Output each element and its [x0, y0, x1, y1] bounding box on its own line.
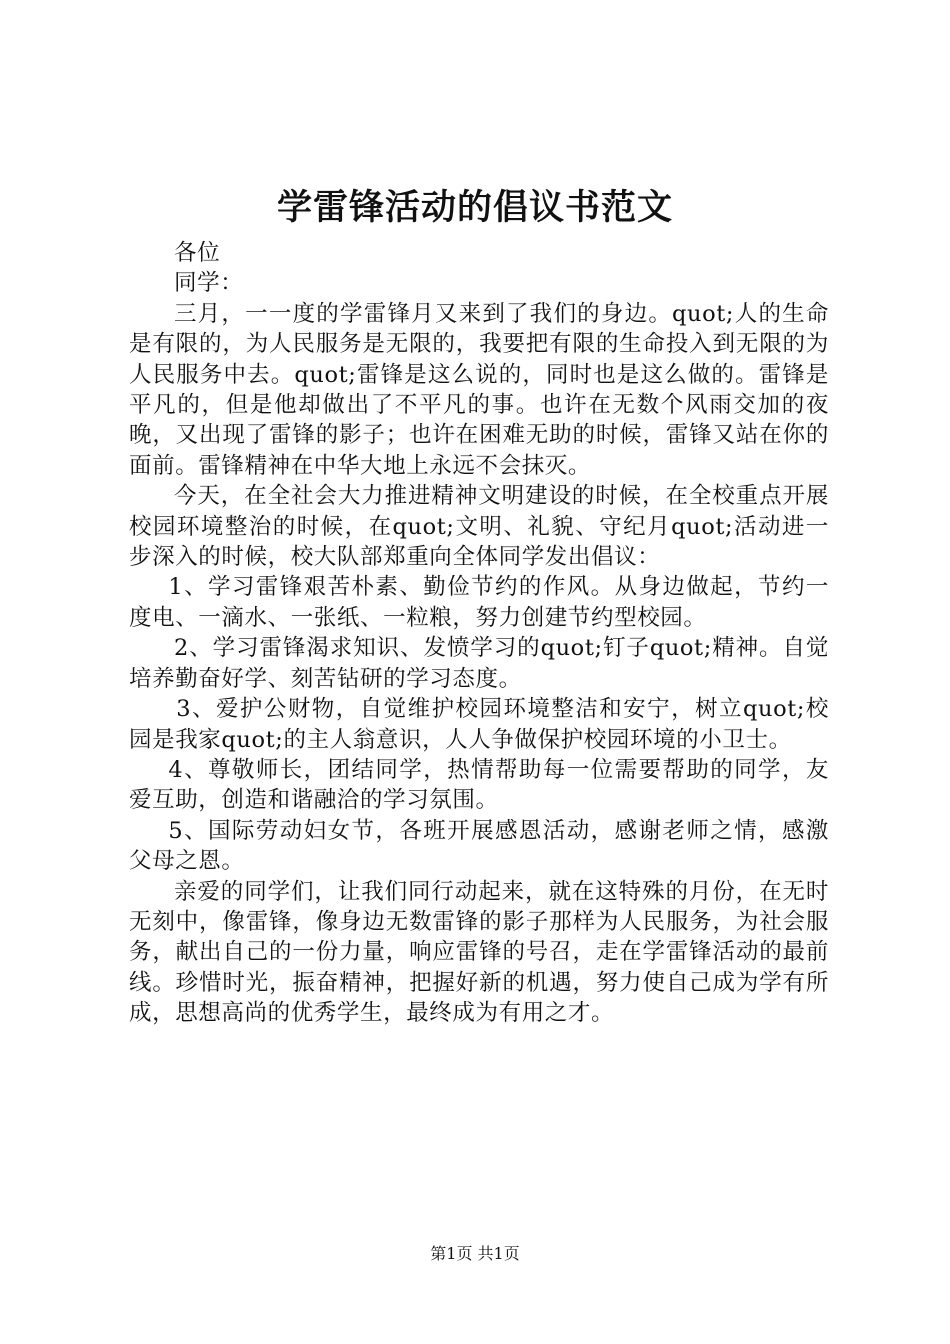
page-number-footer: 第1页 共1页 — [430, 1244, 520, 1263]
proposal-item-5: 5、国际劳动妇女节，各班开展感恩活动，感谢老师之情，感激父母之恩。 — [129, 817, 829, 875]
paragraph-context: 今天，在全社会大力推进精神文明建设的时候，在全校重点开展校园环境整治的时候，在quot;文明、礼貌、守纪月quot;活动进一步深入的时候，校大队部郑重向全体同学发出倡议： — [129, 483, 829, 571]
proposal-item-1: 1、学习雷锋艰苦朴素、勤俭节约的作风。从身边做起，节约一度电、一滴水、一张纸、一粒粮，努力创建节约型校园。 — [129, 574, 829, 631]
proposal-item-3: 3、爱护公财物，自觉维护校园环境整洁和安宁，树立quot;校园是我家quot;的主人翁意识，人人争做保护校园环境的小卫士。 — [129, 696, 829, 753]
paragraph-intro: 三月，一一度的学雷锋月又来到了我们的身边。quot;人的生命是有限的，为人民服务是无限的，我要把有限的生命投入到无限的为人民服务中去。quot;雷锋是这么说的，同时也是这么做的。雷锋是平凡的，但是他却做出了不平凡的事。也许在无数个风雨交加的夜晚，又出现了雷锋的影子；也许在困难无助的时候，雷锋又站在你的面前。雷锋精神在中华大地上永远不会抹灭。 — [129, 300, 829, 479]
proposal-item-2: 2、学习雷锋渴求知识、发愤学习的quot;钉子quot;精神。自觉培养勤奋好学、刻苦钻研的学习态度。 — [129, 635, 829, 692]
paragraph-closing: 亲爱的同学们，让我们同行动起来，就在这特殊的月份，在无时无刻中，像雷锋，像身边无数雷锋的影子那样为人民服务，为社会服务，献出自己的一份力量，响应雷锋的号召，走在学雷锋活动的最前线。珍惜时光，振奋精神，把握好新的机遇，努力使自己成为学有所成，思想高尚的优秀学生，最终成为有用之才。 — [129, 878, 829, 1027]
document-title: 学雷锋活动的倡议书范文 — [276, 187, 673, 228]
proposal-item-4: 4、尊敬师长，团结同学，热情帮助每一位需要帮助的同学，友爱互助，创造和谐融洽的学习氛围。 — [129, 756, 829, 814]
salutation-line-2: 同学： — [174, 270, 244, 297]
salutation-line-1: 各位 — [174, 240, 221, 266]
document-body — [129, 238, 829, 1029]
